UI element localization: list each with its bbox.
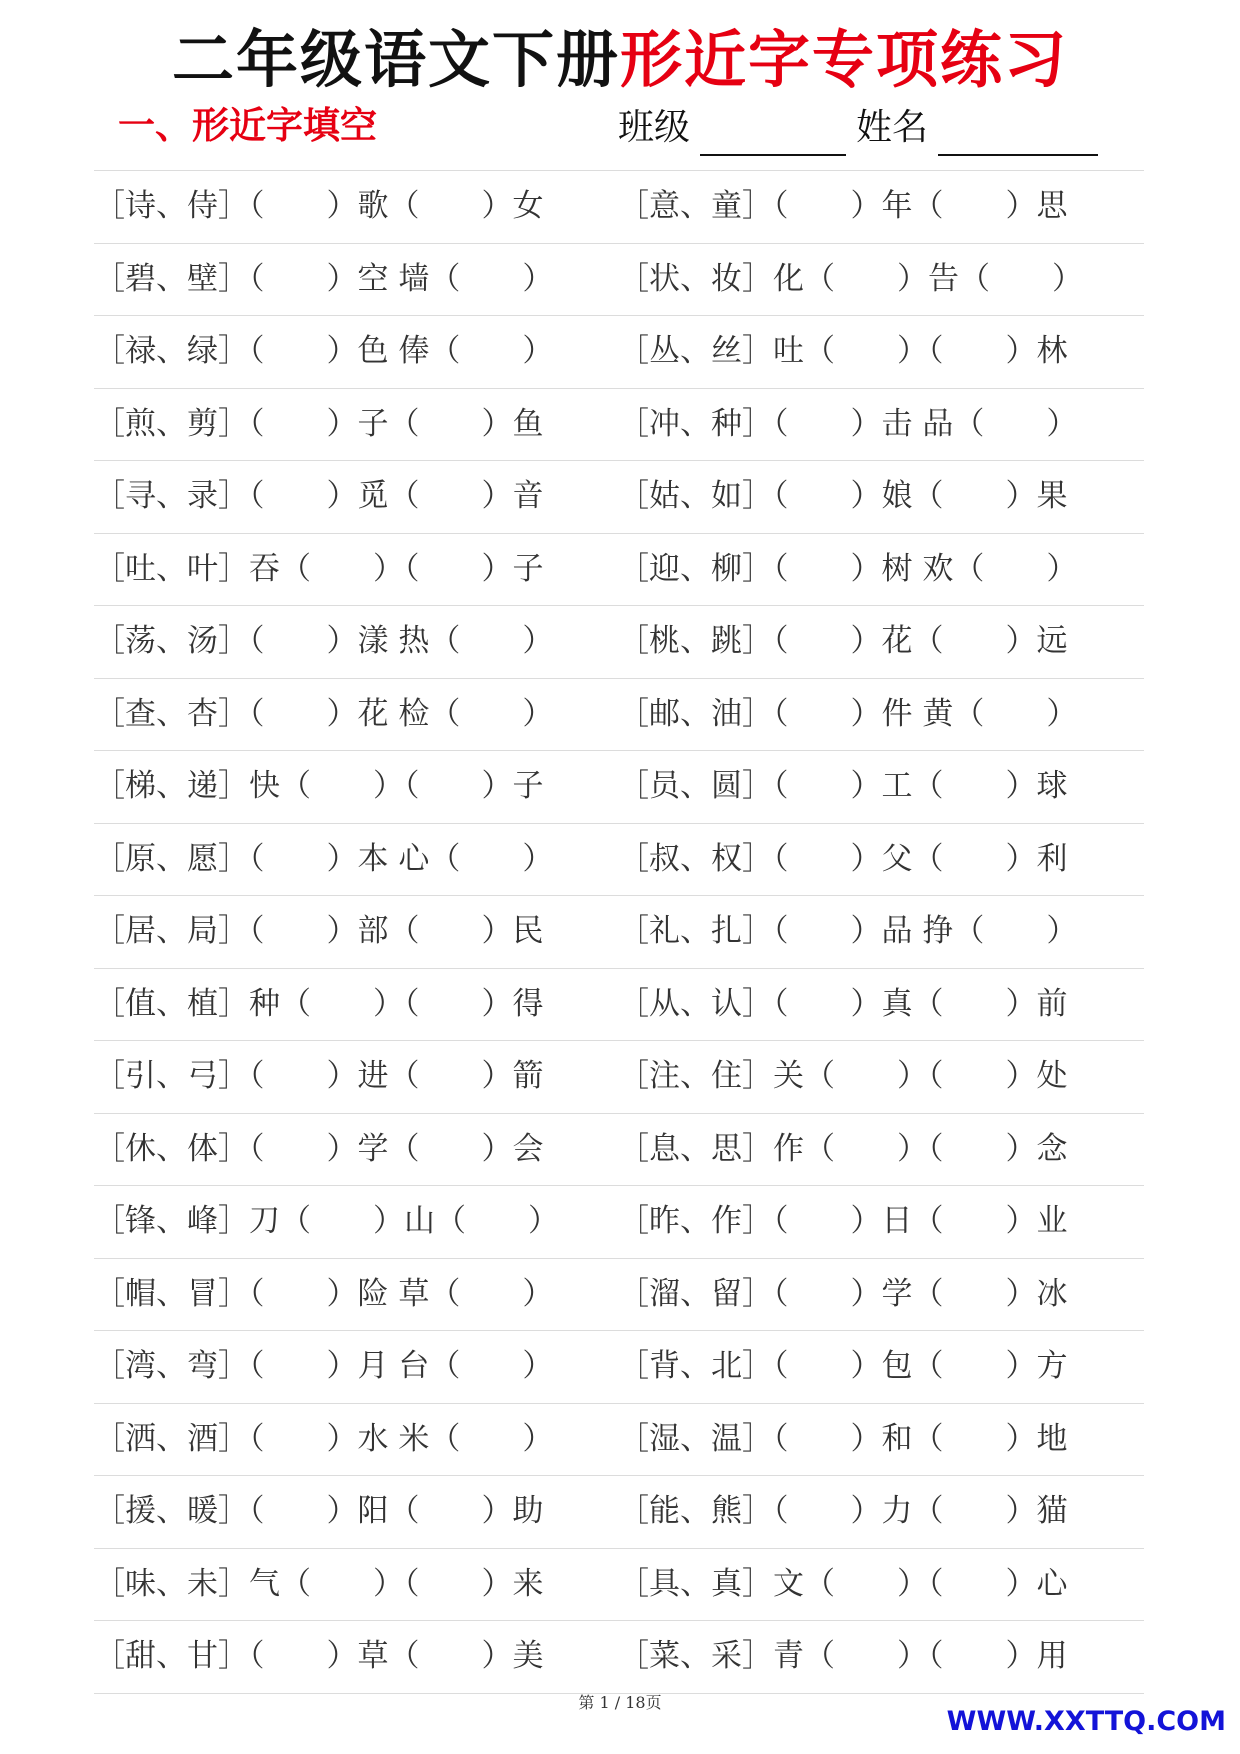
exercise-row (94, 316, 1144, 389)
exercise-right: ［冲、种］（ ）击 品（ ） (618, 405, 1078, 442)
exercise-left: ［湾、弯］（ ）月 台（ ） (94, 1348, 554, 1384)
exercise-right: ［昨、作］（ ）日（ ）业 (618, 1203, 1068, 1239)
exercise-row (94, 824, 1144, 897)
page-number: 第 1 / 18页 (578, 1693, 662, 1712)
title-part-black: 二年级语文下册 (171, 23, 620, 96)
exercise-right: ［桃、跳］（ ）花（ ）远 (618, 623, 1068, 659)
exercise-left: ［查、杏］（ ）花 检（ ） (94, 695, 554, 732)
exercise-row (94, 389, 1144, 462)
exercise-left: ［居、局］（ ）部（ ）民 (94, 913, 544, 949)
exercise-right: ［菜、采］青（ ）（ ）用 (618, 1638, 1068, 1674)
exercise-row (94, 1621, 1144, 1694)
name-blank (938, 108, 1098, 156)
exercise-left: ［诗、侍］（ ）歌（ ）女 (94, 188, 544, 224)
exercise-right: ［迎、柳］（ ）树 欢（ ） (618, 550, 1078, 587)
exercise-row (94, 244, 1144, 317)
exercise-right: ［息、思］作（ ）（ ）念 (618, 1130, 1068, 1167)
exercise-table (94, 170, 1144, 1694)
exercise-left: ［吐、叶］吞（ ）（ ）子 (94, 550, 544, 587)
exercise-row (94, 1404, 1144, 1477)
exercise-row (94, 1186, 1144, 1259)
exercise-right: ［具、真］文（ ）（ ）心 (618, 1565, 1068, 1602)
exercise-left: ［碧、壁］（ ）空 墙（ ） (94, 260, 554, 297)
student-info (618, 100, 1108, 156)
exercise-right: ［状、妆］化（ ）告（ ） (618, 260, 1083, 297)
exercise-right: ［叔、权］（ ）父（ ）利 (618, 840, 1068, 877)
exercise-left: ［梯、递］快（ ）（ ）子 (94, 768, 544, 804)
exercise-right: ［注、住］关（ ）（ ）处 (618, 1058, 1068, 1094)
exercise-row (94, 1476, 1144, 1549)
exercise-right: ［意、童］（ ）年（ ）思 (618, 188, 1068, 224)
exercise-right: ［背、北］（ ）包（ ）方 (618, 1348, 1068, 1384)
exercise-row (94, 171, 1144, 244)
exercise-right: ［丛、丝］吐（ ）（ ）林 (618, 333, 1068, 369)
exercise-right: ［礼、扎］（ ）品 挣（ ） (618, 913, 1078, 949)
name-label: 姓名 (856, 107, 929, 148)
exercise-left: ［引、弓］（ ）进（ ）箭 (94, 1058, 544, 1094)
exercise-row (94, 679, 1144, 752)
exercise-row (94, 751, 1144, 824)
exercise-left: ［煎、剪］（ ）子（ ）鱼 (94, 405, 544, 442)
exercise-right: ［能、熊］（ ）力（ ）猫 (618, 1493, 1068, 1529)
section-heading: 一、形近字填空 (118, 104, 377, 147)
exercise-left: ［味、未］气（ ）（ ）来 (94, 1565, 544, 1602)
exercise-left: ［甜、甘］（ ）草（ ）美 (94, 1638, 544, 1674)
exercise-left: ［休、体］（ ）学（ ）会 (94, 1130, 544, 1167)
title-part-red: 形近字专项练习 (620, 23, 1069, 96)
exercise-left: ［洒、酒］（ ）水 米（ ） (94, 1420, 554, 1457)
exercise-right: ［溜、留］（ ）学（ ）冰 (618, 1275, 1068, 1312)
exercise-right: ［员、圆］（ ）工（ ）球 (618, 768, 1068, 804)
exercise-row (94, 1114, 1144, 1187)
exercise-right: ［邮、油］（ ）件 黄（ ） (618, 695, 1078, 732)
exercise-right: ［从、认］（ ）真（ ）前 (618, 985, 1068, 1022)
exercise-row (94, 1331, 1144, 1404)
exercise-left: ［禄、绿］（ ）色 俸（ ） (94, 333, 554, 369)
exercise-left: ［锋、峰］刀（ ）山（ ） (94, 1203, 559, 1239)
exercise-right: ［湿、温］（ ）和（ ）地 (618, 1420, 1068, 1457)
exercise-row (94, 534, 1144, 607)
exercise-row (94, 896, 1144, 969)
watermark: WWW.XXTTQ.COM (946, 1706, 1226, 1737)
exercise-left: ［荡、汤］（ ）漾 热（ ） (94, 623, 554, 659)
exercise-row (94, 1549, 1144, 1622)
exercise-row (94, 1259, 1144, 1332)
exercise-left: ［原、愿］（ ）本 心（ ） (94, 840, 554, 877)
exercise-row (94, 969, 1144, 1042)
exercise-row (94, 606, 1144, 679)
exercise-left: ［援、暖］（ ）阳（ ）助 (94, 1493, 544, 1529)
exercise-row (94, 1041, 1144, 1114)
page-title (0, 20, 1240, 100)
class-label: 班级 (618, 107, 691, 148)
exercise-left: ［值、植］种（ ）（ ）得 (94, 985, 544, 1022)
exercise-left: ［寻、录］（ ）觅（ ）音 (94, 478, 544, 514)
exercise-left: ［帽、冒］（ ）险 草（ ） (94, 1275, 554, 1312)
exercise-row (94, 461, 1144, 534)
exercise-right: ［姑、如］（ ）娘（ ）果 (618, 478, 1068, 514)
class-blank (700, 108, 846, 156)
